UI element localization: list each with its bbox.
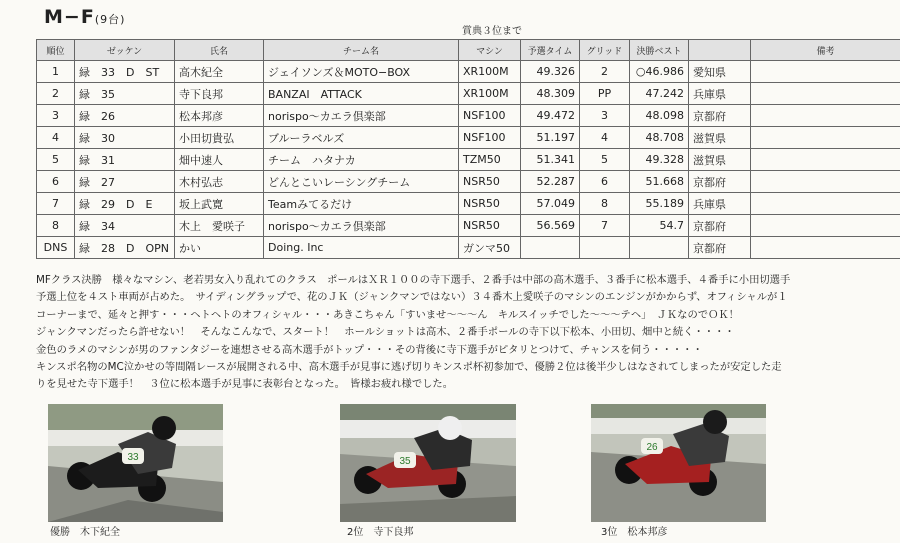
cell-number: 緑 30 [75, 127, 175, 149]
cell-machine: XR100M [459, 83, 521, 105]
cell-name: 木村弘志 [175, 171, 264, 193]
cell-team: norispo〜カエラ倶楽部 [264, 215, 459, 237]
table-row [37, 105, 900, 127]
cell-pos: DNS [37, 237, 75, 259]
table-row [37, 149, 900, 171]
cell-qual: 49.472 [521, 105, 580, 127]
cell-number: 緑 28 D OPN [75, 237, 175, 259]
cell-number: 緑 27 [75, 171, 175, 193]
cell-number: 緑 34 [75, 215, 175, 237]
cell-grid: 3 [580, 105, 630, 127]
cell-pos: 8 [37, 215, 75, 237]
cell-best: 48.708 [630, 127, 689, 149]
caption-winner: 優勝 木下紀全 [50, 527, 120, 538]
table-row [37, 127, 900, 149]
col-pref [689, 40, 751, 61]
cell-team: norispo〜カエラ倶楽部 [264, 105, 459, 127]
cell-machine: NSF100 [459, 105, 521, 127]
cell-qual: 49.326 [521, 61, 580, 83]
col-pos: 順位 [37, 40, 75, 61]
photo-third [591, 404, 766, 522]
cell-pref: 京都府 [689, 237, 751, 259]
table-row [37, 193, 900, 215]
col-team: チーム名 [264, 40, 459, 61]
cell-pos: 5 [37, 149, 75, 171]
cell-machine: NSR50 [459, 215, 521, 237]
photo-winner-image [48, 404, 223, 522]
col-name: 氏名 [175, 40, 264, 61]
class-title: M−F(9台) [44, 6, 126, 28]
entry-count: (9台) [94, 13, 126, 26]
cell-team: ジェイソンズ＆MOTO−BOX [264, 61, 459, 83]
cell-pref: 京都府 [689, 215, 751, 237]
report-line: キンスポ名物のMC泣かせの等間隔レースが展開される中、高木選手が見事に逃げ切りキンスポ杯初参加で、優勝２位は後半少しはなされてしまったが安定した走 [36, 360, 782, 373]
cell-machine: NSR50 [459, 171, 521, 193]
cell-team: Teamみてるだけ [264, 193, 459, 215]
cell-best: 47.242 [630, 83, 689, 105]
cell-best: 49.328 [630, 149, 689, 171]
cell-qual: 51.341 [521, 149, 580, 171]
cell-name: 寺下良邦 [175, 83, 264, 105]
cell-machine: XR100M [459, 61, 521, 83]
cell-best: 51.668 [630, 171, 689, 193]
cell-machine: TZM50 [459, 149, 521, 171]
cell-team: BANZAI ATTACK [264, 83, 459, 105]
caption-third: 3位 松本邦彦 [601, 527, 668, 538]
cell-name: 小田切貴弘 [175, 127, 264, 149]
cell-notes [751, 193, 900, 215]
cell-machine: NSF100 [459, 127, 521, 149]
cell-best: 48.098 [630, 105, 689, 127]
cell-name: 畑中速人 [175, 149, 264, 171]
col-grid: グリッド [580, 40, 630, 61]
report-line: 金色のラメのマシンが男のファンタジーを連想させる高木選手がトップ・・・その背後に寺下選手がピタリとつけて、チャンスを伺う・・・・・ [36, 343, 703, 356]
cell-name: 坂上武寛 [175, 193, 264, 215]
prize-note: 賞典３位まで [462, 26, 522, 37]
photo-second [340, 404, 516, 522]
cell-pref: 京都府 [689, 105, 751, 127]
cell-qual: 51.197 [521, 127, 580, 149]
cell-notes [751, 127, 900, 149]
cell-notes [751, 215, 900, 237]
col-qual: 予選タイム [521, 40, 580, 61]
cell-qual: 48.309 [521, 83, 580, 105]
header-row [37, 40, 900, 61]
cell-best: 54.7 [630, 215, 689, 237]
col-notes: 備考 [751, 40, 900, 61]
cell-name: かい [175, 237, 264, 259]
table-row [37, 171, 900, 193]
cell-machine: NSR50 [459, 193, 521, 215]
col-number: ゼッケン [75, 40, 175, 61]
report-line: ジャンクマンだったら許せない！ そんなこんなで、スタート！ ホールショットは高木、２番手ポールの寺下以下松本、小田切、畑中と続く・・・・ [36, 326, 735, 339]
bike-number-3: 26 [646, 442, 658, 453]
cell-notes [751, 171, 900, 193]
table-row [37, 83, 900, 105]
cell-notes [751, 149, 900, 171]
cell-machine: ガンマ50 [459, 237, 521, 259]
cell-pos: 4 [37, 127, 75, 149]
table-row [37, 215, 900, 237]
cell-pref: 兵庫県 [689, 193, 751, 215]
cell-notes [751, 83, 900, 105]
cell-qual [521, 237, 580, 259]
results-table [36, 39, 900, 259]
cell-name: 松本邦彦 [175, 105, 264, 127]
table-row [37, 237, 900, 259]
col-best: 決勝ベスト [630, 40, 689, 61]
cell-name: 木上 愛咲子 [175, 215, 264, 237]
report-line: 予選上位を４スト車両が占めた。 サイディングラップで、花のＪＫ（ジャンクマンではない）３４番木上愛咲子のマシンのエンジンがかからず、オフィシャルが１ [36, 291, 788, 304]
cell-pos: 7 [37, 193, 75, 215]
cell-pos: 2 [37, 83, 75, 105]
cell-best: ○46.986 [630, 61, 689, 83]
cell-name: 高木紀全 [175, 61, 264, 83]
cell-notes [751, 105, 900, 127]
cell-pref: 滋賀県 [689, 127, 751, 149]
report-line: コーナーまで、延々と押す・・・ヘトヘトのオフィシャル・・・あきこちゃん「すいませ〜〜〜ん キルスイッチでした〜〜〜テヘ」 ＪＫなのでＯＫ！ [36, 308, 739, 321]
photo-winner [48, 404, 223, 522]
cell-pref: 滋賀県 [689, 149, 751, 171]
cell-grid: 5 [580, 149, 630, 171]
race-report [36, 272, 892, 394]
cell-grid: 2 [580, 61, 630, 83]
cell-qual: 57.049 [521, 193, 580, 215]
cell-number: 緑 35 [75, 83, 175, 105]
report-line: りを見せた寺下選手！ ３位に松本選手が見事に表彰台となった。 皆様お疲れ様でした。 [36, 378, 454, 391]
cell-qual: 52.287 [521, 171, 580, 193]
cell-team: Doing. Inc [264, 237, 459, 259]
cell-pos: 3 [37, 105, 75, 127]
cell-number: 緑 31 [75, 149, 175, 171]
bike-number-1: 33 [127, 452, 139, 463]
cell-pos: 1 [37, 61, 75, 83]
table-row [37, 61, 900, 83]
cell-grid: PP [580, 83, 630, 105]
cell-best: 55.189 [630, 193, 689, 215]
cell-pref: 京都府 [689, 171, 751, 193]
caption-second: 2位 寺下良邦 [347, 527, 414, 538]
report-line: MFクラス決勝 様々なマシン、老若男女入り乱れてのクラス ポールはＸＲ１００の寺下選手、２番手は中部の高木選手、３番手に松本選手、４番手に小田切選手 [36, 274, 791, 286]
cell-pos: 6 [37, 171, 75, 193]
cell-team: チーム ハタナカ [264, 149, 459, 171]
cell-best [630, 237, 689, 259]
cell-number: 緑 29 D E [75, 193, 175, 215]
cell-number: 緑 33 D ST [75, 61, 175, 83]
cell-notes [751, 61, 900, 83]
cell-team: ブルーラベルズ [264, 127, 459, 149]
cell-grid: 7 [580, 215, 630, 237]
photo-second-image [340, 404, 516, 522]
cell-qual: 56.569 [521, 215, 580, 237]
photo-third-image [591, 404, 766, 522]
cell-notes [751, 237, 900, 259]
col-machine: マシン [459, 40, 521, 61]
cell-pref: 兵庫県 [689, 83, 751, 105]
cell-grid [580, 237, 630, 259]
cell-grid: 8 [580, 193, 630, 215]
cell-grid: 6 [580, 171, 630, 193]
cell-grid: 4 [580, 127, 630, 149]
cell-number: 緑 26 [75, 105, 175, 127]
cell-pref: 愛知県 [689, 61, 751, 83]
bike-number-2: 35 [399, 456, 411, 467]
cell-team: どんとこいレーシングチーム [264, 171, 459, 193]
